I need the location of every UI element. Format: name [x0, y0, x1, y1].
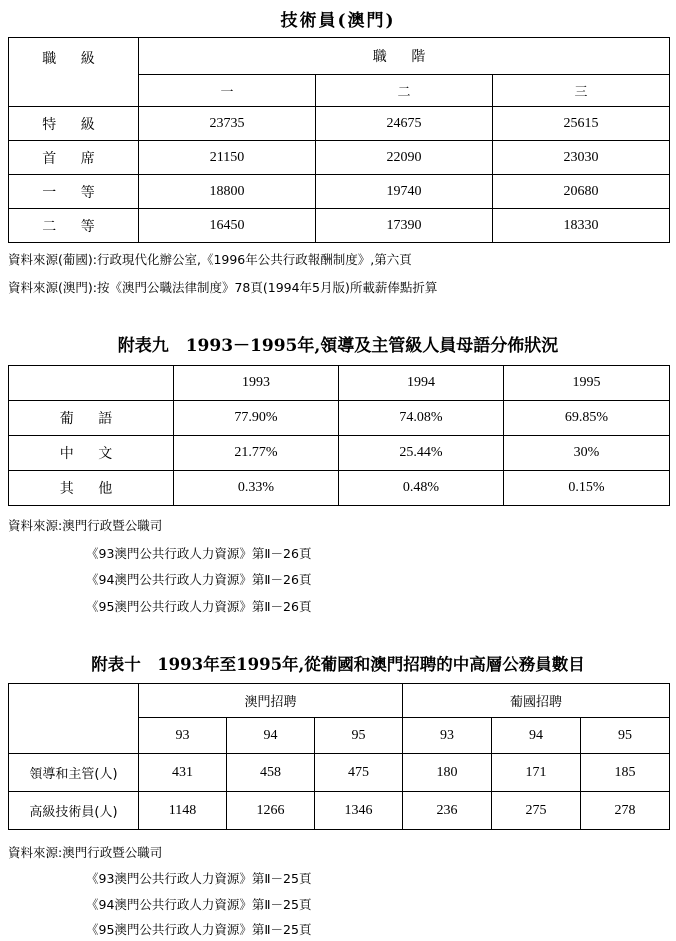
- cell: 180: [403, 754, 492, 792]
- cell: 21150: [139, 141, 316, 175]
- table-row: [9, 401, 670, 436]
- cell: 23030: [493, 141, 670, 175]
- reference: 《93澳門公共行政人力資源》第Ⅱ－26頁: [86, 546, 312, 561]
- reference: 《93澳門公共行政人力資源》第Ⅱ－25頁: [86, 871, 312, 886]
- cell: 19740: [316, 175, 493, 209]
- cell: 25.44%: [339, 436, 504, 471]
- table-row: [9, 141, 670, 175]
- source-label: 資料來源:澳門行政暨公職司: [8, 518, 163, 533]
- year-header: 95: [315, 718, 403, 754]
- source-note: 資料來源(葡國):行政現代化辦公室,《1996年公共行政報酬制度》,第六頁: [8, 252, 412, 267]
- cell: 275: [492, 792, 581, 830]
- header-grade: 職 級: [9, 38, 139, 107]
- empty-header: [9, 684, 139, 754]
- cell: 25615: [493, 107, 670, 141]
- table10-title: 附表十 1993年至1995年,從葡國和澳門招聘的中高層公務員數目: [91, 655, 585, 674]
- cell: 21.77%: [174, 436, 339, 471]
- cell: 30%: [504, 436, 670, 471]
- group-header-macau: 澳門招聘: [139, 684, 403, 718]
- table-row: [9, 209, 670, 243]
- cell: 0.15%: [504, 471, 670, 506]
- cell: 17390: [316, 209, 493, 243]
- step-label: 一: [139, 75, 316, 107]
- cell: 77.90%: [174, 401, 339, 436]
- cell: 18800: [139, 175, 316, 209]
- year-header: 94: [227, 718, 315, 754]
- row-label: 領導和主管(人): [29, 766, 118, 782]
- table9-title: 附表九 1993－1995年,領導及主管級人員母語分佈狀況: [117, 336, 559, 356]
- empty-header: [9, 366, 174, 401]
- cell: 171: [492, 754, 581, 792]
- cell: 1266: [227, 792, 315, 830]
- cell: 23735: [139, 107, 316, 141]
- row-label: 葡 語: [59, 411, 123, 427]
- cell: 69.85%: [504, 401, 670, 436]
- cell: 431: [139, 754, 227, 792]
- table9: [8, 365, 670, 506]
- cell: 16450: [139, 209, 316, 243]
- table-row: [9, 792, 670, 830]
- cell: 24675: [316, 107, 493, 141]
- year-header: 93: [403, 718, 492, 754]
- year-header: 1993: [174, 366, 339, 401]
- cell: 1346: [315, 792, 403, 830]
- row-label: 高級技術員(人): [29, 804, 118, 820]
- cell: 0.33%: [174, 471, 339, 506]
- header-steps: 職 階: [139, 38, 670, 75]
- cell: 22090: [316, 141, 493, 175]
- step-label: 三: [493, 75, 670, 107]
- cell: 0.48%: [339, 471, 504, 506]
- source-label: 資料來源:澳門行政暨公職司: [8, 845, 163, 860]
- row-label: 一 等: [42, 184, 105, 201]
- row-label: 其 他: [59, 481, 123, 497]
- cell: 185: [581, 754, 670, 792]
- reference: 《94澳門公共行政人力資源》第Ⅱ－26頁: [86, 572, 312, 587]
- row-label: 二 等: [42, 218, 105, 235]
- cell: 278: [581, 792, 670, 830]
- row-label: 中 文: [59, 446, 123, 462]
- table8-title: 技術員(澳門): [280, 11, 396, 31]
- reference: 《94澳門公共行政人力資源》第Ⅱ－25頁: [86, 897, 312, 912]
- table10: [8, 683, 670, 830]
- reference: 《95澳門公共行政人力資源》第Ⅱ－25頁: [86, 922, 312, 937]
- table8: [8, 37, 670, 243]
- cell: 74.08%: [339, 401, 504, 436]
- step-label: 二: [316, 75, 493, 107]
- cell: 458: [227, 754, 315, 792]
- group-header-portugal: 葡國招聘: [403, 684, 670, 718]
- source-note: 資料來源(澳門):按《澳門公職法律制度》78頁(1994年5月版)所載薪俸點折算: [8, 280, 438, 295]
- cell: 475: [315, 754, 403, 792]
- table-row: [9, 754, 670, 792]
- cell: 20680: [493, 175, 670, 209]
- year-header: 93: [139, 718, 227, 754]
- year-header: 95: [581, 718, 670, 754]
- table-row: [9, 436, 670, 471]
- reference: 《95澳門公共行政人力資源》第Ⅱ－26頁: [86, 599, 312, 614]
- row-label: 特 級: [42, 116, 105, 133]
- year-header: 94: [492, 718, 581, 754]
- table-row: [9, 175, 670, 209]
- year-header: 1994: [339, 366, 504, 401]
- cell: 1148: [139, 792, 227, 830]
- year-header: 1995: [504, 366, 670, 401]
- row-label: 首 席: [42, 150, 105, 167]
- cell: 18330: [493, 209, 670, 243]
- cell: 236: [403, 792, 492, 830]
- table-row: [9, 107, 670, 141]
- table-row: [9, 471, 670, 506]
